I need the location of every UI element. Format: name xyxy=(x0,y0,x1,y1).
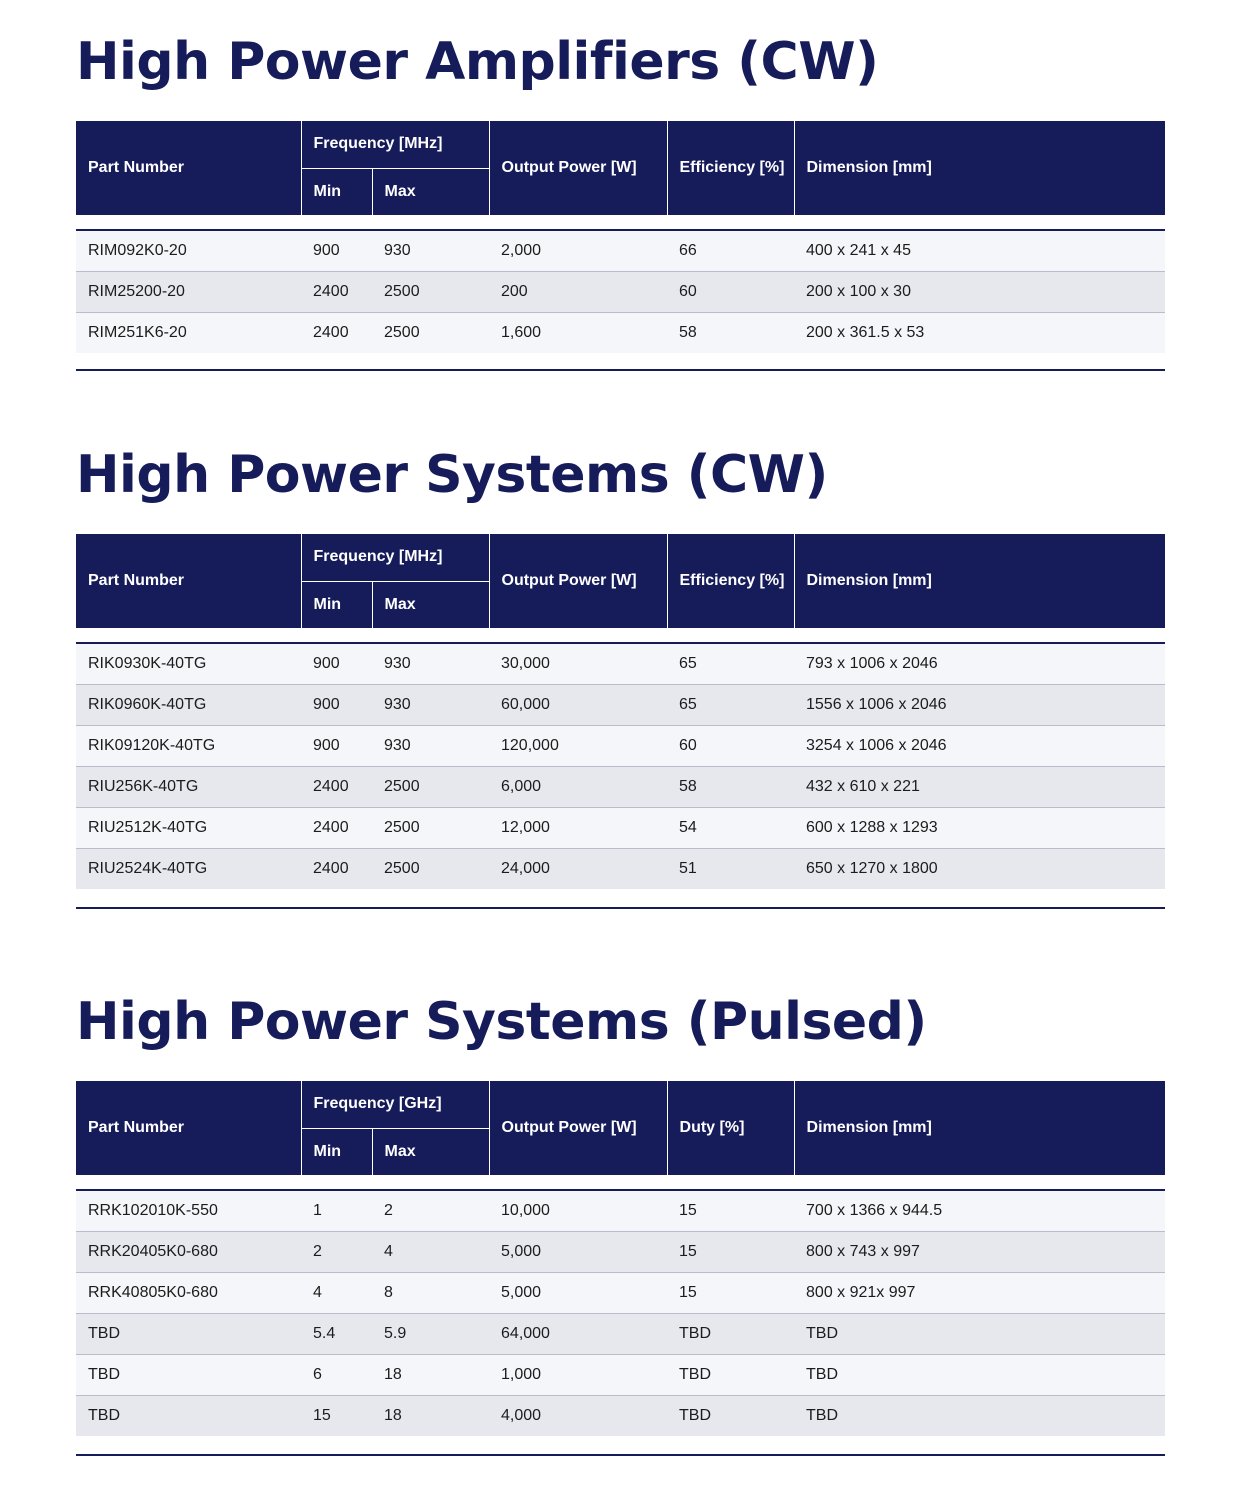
cell-part-number: RIM25200-20 xyxy=(76,271,301,312)
cell-efficiency: 66 xyxy=(667,230,794,271)
cell-max: 18 xyxy=(372,1395,489,1436)
cell-min: 1 xyxy=(301,1190,372,1231)
cell-max: 5.9 xyxy=(372,1313,489,1354)
cell-efficiency: 60 xyxy=(667,271,794,312)
cell-part-number: RIM092K0-20 xyxy=(76,230,301,271)
cell-output-power: 30,000 xyxy=(489,643,667,684)
cell-max: 2500 xyxy=(372,807,489,848)
table-row xyxy=(76,230,1165,271)
table-header xyxy=(76,534,1165,628)
header-efficiency: Efficiency [%] xyxy=(667,534,794,628)
header-duty: Duty [%] xyxy=(667,1081,794,1175)
table-row xyxy=(76,1395,1165,1436)
section-systems-cw xyxy=(76,445,1165,877)
header-part-number: Part Number xyxy=(76,534,301,628)
cell-part-number: RRK40805K0-680 xyxy=(76,1272,301,1313)
cell-min: 900 xyxy=(301,725,372,766)
table-header xyxy=(76,1081,1165,1175)
header-dimension: Dimension [mm] xyxy=(794,121,1165,215)
table-body xyxy=(76,643,1165,889)
cell-part-number: RRK102010K-550 xyxy=(76,1190,301,1231)
table-row xyxy=(76,766,1165,807)
header-output-power: Output Power [W] xyxy=(489,1081,667,1175)
cell-max: 2500 xyxy=(372,312,489,353)
cell-min: 4 xyxy=(301,1272,372,1313)
cell-dimension: 650 x 1270 x 1800 xyxy=(794,848,1165,889)
cell-dimension: 800 x 743 x 997 xyxy=(794,1231,1165,1272)
cell-dimension: TBD xyxy=(794,1395,1165,1436)
section-title: High Power Systems (CW) xyxy=(76,445,828,505)
cell-max: 930 xyxy=(372,725,489,766)
header-min: Min xyxy=(301,168,372,215)
cell-dimension: 200 x 361.5 x 53 xyxy=(794,312,1165,353)
cell-part-number: TBD xyxy=(76,1313,301,1354)
spec-table xyxy=(76,534,1165,889)
table-row xyxy=(76,1231,1165,1272)
cell-duty: TBD xyxy=(667,1354,794,1395)
cell-efficiency: 65 xyxy=(667,684,794,725)
cell-max: 2 xyxy=(372,1190,489,1231)
cell-output-power: 120,000 xyxy=(489,725,667,766)
cell-duty: 15 xyxy=(667,1272,794,1313)
spec-table xyxy=(76,121,1165,353)
cell-duty: TBD xyxy=(667,1395,794,1436)
cell-max: 4 xyxy=(372,1231,489,1272)
cell-min: 2400 xyxy=(301,766,372,807)
table-bottom-rule xyxy=(76,1454,1165,1456)
table-row xyxy=(76,807,1165,848)
cell-efficiency: 60 xyxy=(667,725,794,766)
header-part-number: Part Number xyxy=(76,1081,301,1175)
header-dimension: Dimension [mm] xyxy=(794,534,1165,628)
section-amplifiers-cw xyxy=(76,32,1165,341)
cell-dimension: 600 x 1288 x 1293 xyxy=(794,807,1165,848)
cell-part-number: RIU256K-40TG xyxy=(76,766,301,807)
table-row xyxy=(76,848,1165,889)
cell-dimension: 800 x 921x 997 xyxy=(794,1272,1165,1313)
table-row xyxy=(76,271,1165,312)
cell-part-number: TBD xyxy=(76,1395,301,1436)
table-row xyxy=(76,1354,1165,1395)
cell-max: 930 xyxy=(372,684,489,725)
cell-efficiency: 58 xyxy=(667,312,794,353)
cell-min: 15 xyxy=(301,1395,372,1436)
cell-part-number: TBD xyxy=(76,1354,301,1395)
cell-efficiency: 51 xyxy=(667,848,794,889)
cell-max: 18 xyxy=(372,1354,489,1395)
header-efficiency: Efficiency [%] xyxy=(667,121,794,215)
cell-min: 900 xyxy=(301,684,372,725)
cell-dimension: 400 x 241 x 45 xyxy=(794,230,1165,271)
cell-part-number: RIK09120K-40TG xyxy=(76,725,301,766)
table-header xyxy=(76,121,1165,215)
cell-dimension: 432 x 610 x 221 xyxy=(794,766,1165,807)
header-part-number: Part Number xyxy=(76,121,301,215)
cell-dimension: 793 x 1006 x 2046 xyxy=(794,643,1165,684)
cell-output-power: 4,000 xyxy=(489,1395,667,1436)
cell-part-number: RIU2524K-40TG xyxy=(76,848,301,889)
section-title: High Power Amplifiers (CW) xyxy=(76,32,879,92)
cell-output-power: 1,000 xyxy=(489,1354,667,1395)
cell-output-power: 12,000 xyxy=(489,807,667,848)
cell-dimension: 700 x 1366 x 944.5 xyxy=(794,1190,1165,1231)
cell-output-power: 6,000 xyxy=(489,766,667,807)
cell-part-number: RRK20405K0-680 xyxy=(76,1231,301,1272)
cell-part-number: RIK0960K-40TG xyxy=(76,684,301,725)
cell-efficiency: 58 xyxy=(667,766,794,807)
table-bottom-rule xyxy=(76,907,1165,909)
table-body xyxy=(76,230,1165,353)
cell-min: 2400 xyxy=(301,807,372,848)
table-row xyxy=(76,725,1165,766)
header-frequency: Frequency [MHz] xyxy=(301,534,489,581)
cell-max: 8 xyxy=(372,1272,489,1313)
cell-min: 900 xyxy=(301,230,372,271)
table-row xyxy=(76,312,1165,353)
table-row xyxy=(76,643,1165,684)
table-row xyxy=(76,684,1165,725)
table-row xyxy=(76,1190,1165,1231)
cell-duty: TBD xyxy=(667,1313,794,1354)
table-body xyxy=(76,1190,1165,1436)
header-min: Min xyxy=(301,1128,372,1175)
cell-min: 2 xyxy=(301,1231,372,1272)
spec-table xyxy=(76,1081,1165,1436)
table-row xyxy=(76,1272,1165,1313)
cell-dimension: 1556 x 1006 x 2046 xyxy=(794,684,1165,725)
cell-dimension: TBD xyxy=(794,1313,1165,1354)
cell-output-power: 2,000 xyxy=(489,230,667,271)
cell-max: 2500 xyxy=(372,848,489,889)
section-systems-pulsed xyxy=(76,992,1165,1424)
header-dimension: Dimension [mm] xyxy=(794,1081,1165,1175)
cell-part-number: RIU2512K-40TG xyxy=(76,807,301,848)
header-max: Max xyxy=(372,1128,489,1175)
cell-output-power: 5,000 xyxy=(489,1272,667,1313)
cell-dimension: 3254 x 1006 x 2046 xyxy=(794,725,1165,766)
cell-max: 930 xyxy=(372,643,489,684)
cell-output-power: 24,000 xyxy=(489,848,667,889)
cell-duty: 15 xyxy=(667,1190,794,1231)
header-output-power: Output Power [W] xyxy=(489,534,667,628)
cell-efficiency: 54 xyxy=(667,807,794,848)
cell-max: 2500 xyxy=(372,766,489,807)
table-row xyxy=(76,1313,1165,1354)
cell-output-power: 5,000 xyxy=(489,1231,667,1272)
cell-max: 930 xyxy=(372,230,489,271)
header-frequency: Frequency [GHz] xyxy=(301,1081,489,1128)
header-min: Min xyxy=(301,581,372,628)
cell-duty: 15 xyxy=(667,1231,794,1272)
cell-max: 2500 xyxy=(372,271,489,312)
cell-min: 2400 xyxy=(301,312,372,353)
cell-min: 2400 xyxy=(301,271,372,312)
cell-part-number: RIK0930K-40TG xyxy=(76,643,301,684)
cell-efficiency: 65 xyxy=(667,643,794,684)
cell-min: 900 xyxy=(301,643,372,684)
header-max: Max xyxy=(372,581,489,628)
header-frequency: Frequency [MHz] xyxy=(301,121,489,168)
cell-min: 2400 xyxy=(301,848,372,889)
cell-min: 5.4 xyxy=(301,1313,372,1354)
cell-min: 6 xyxy=(301,1354,372,1395)
table-bottom-rule xyxy=(76,369,1165,371)
cell-output-power: 64,000 xyxy=(489,1313,667,1354)
header-output-power: Output Power [W] xyxy=(489,121,667,215)
cell-dimension: 200 x 100 x 30 xyxy=(794,271,1165,312)
cell-output-power: 10,000 xyxy=(489,1190,667,1231)
cell-output-power: 1,600 xyxy=(489,312,667,353)
cell-output-power: 60,000 xyxy=(489,684,667,725)
cell-part-number: RIM251K6-20 xyxy=(76,312,301,353)
cell-dimension: TBD xyxy=(794,1354,1165,1395)
header-max: Max xyxy=(372,168,489,215)
cell-output-power: 200 xyxy=(489,271,667,312)
section-title: High Power Systems (Pulsed) xyxy=(76,992,927,1052)
